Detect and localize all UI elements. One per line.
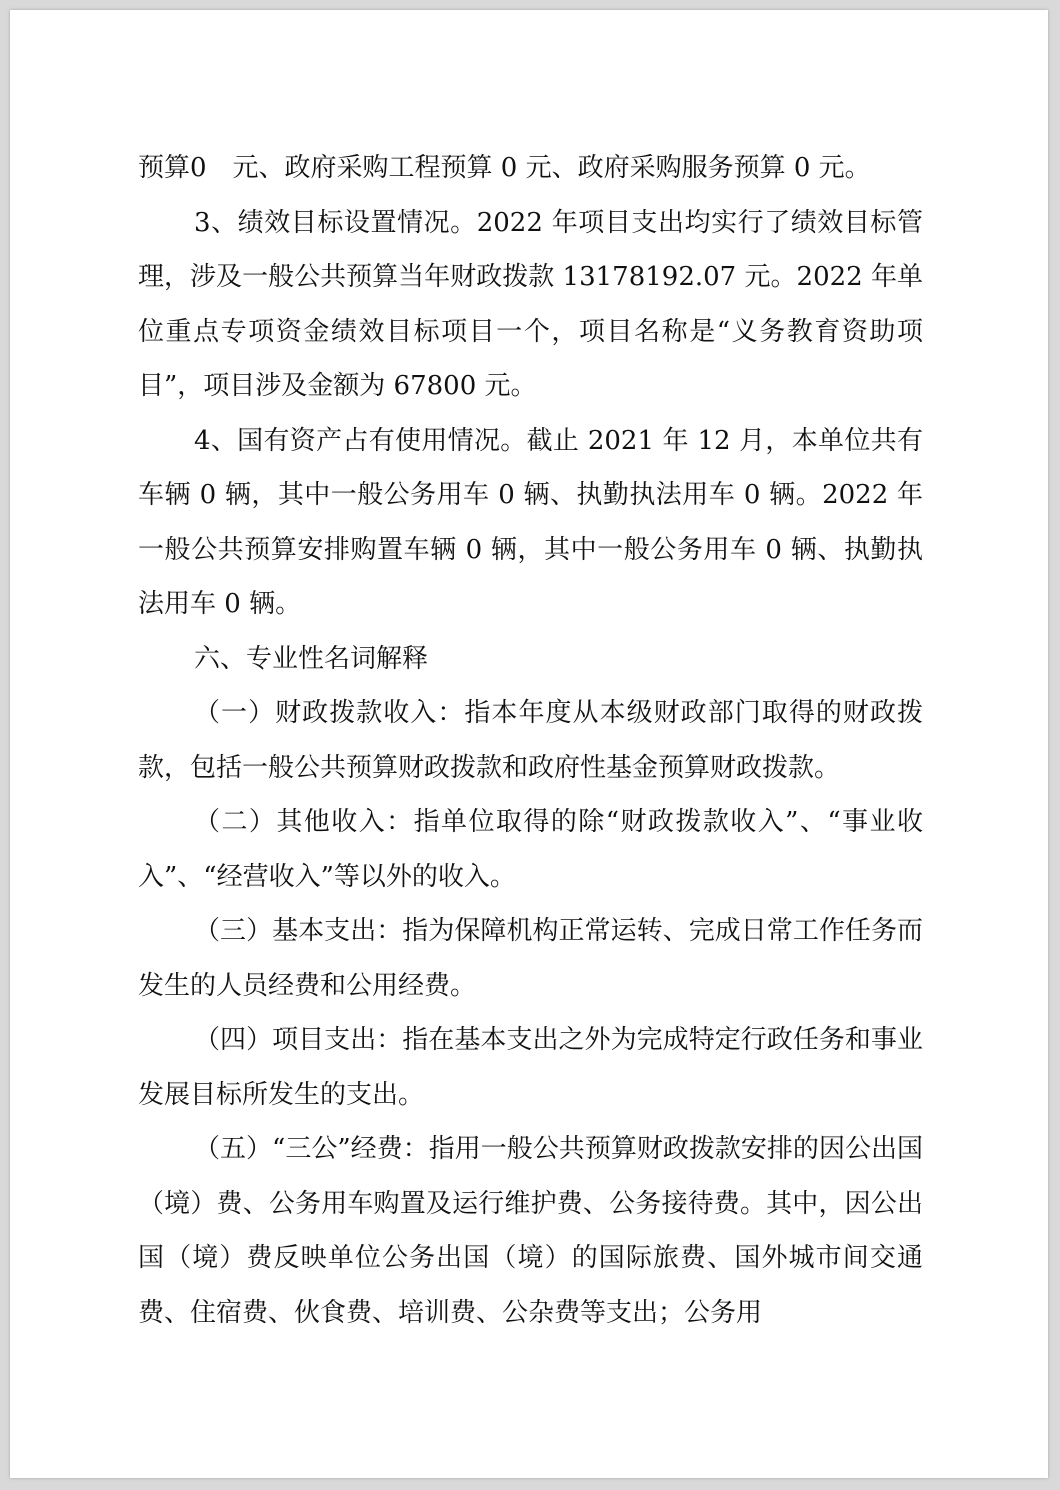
paragraph-term-other-income: （二）其他收入：指单位取得的除“财政拨款收入”、“事业收入”、“经营收入”等以外的收入。 — [138, 807, 923, 892]
paragraph-term-basic-expenditure: （三）基本支出：指为保障机构正常运转、完成日常工作任务而发生的人员经费和公用经费。 — [138, 916, 923, 1001]
paragraph-performance-goals: 3、绩效目标设置情况。2022 年项目支出均实行了绩效目标管理，涉及一般公共预算当年财政拨款 13178192.07 元。2022 年单位重点专项资金绩效目标项目一个，项目名称是“义务教育资助项目”，项目涉及金额为 67800 元。 — [138, 207, 923, 401]
paragraph-term-fiscal-income: （一）财政拨款收入：指本年度从本级财政部门取得的财政拨款，包括一般公共预算财政拨款和政府性基金预算财政拨款。 — [138, 698, 923, 783]
document-body — [138, 141, 923, 1340]
paragraph-state-assets: 4、国有资产占有使用情况。截止 2021 年 12 月，本单位共有车辆 0 辆，其中一般公务用车 0 辆、执勤执法用车 0 辆。2022 年一般公共预算安排购置车辆 0 辆，其中一般公务用车 0 辆、执勤执法用车 0 辆。 — [138, 425, 923, 619]
document-page — [10, 10, 1048, 1478]
paragraph-term-three-public: （五）“三公”经费：指用一般公共预算财政拨款安排的因公出国（境）费、公务用车购置及运行维护费、公务接待费。其中，因公出国（境）费反映单位公务出国（境）的国际旅费、国外城市间交通费、住宿费、伙食费、培训费、公杂费等支出；公务用 — [138, 1134, 923, 1328]
paragraph-budget-continuation: 预算0 元、政府采购工程预算 0 元、政府采购服务预算 0 元。 — [138, 153, 871, 183]
section-heading-terms: 六、专业性名词解释 — [194, 643, 429, 674]
paragraph-term-project-expenditure: （四）项目支出：指在基本支出之外为完成特定行政任务和事业发展目标所发生的支出。 — [138, 1025, 923, 1110]
